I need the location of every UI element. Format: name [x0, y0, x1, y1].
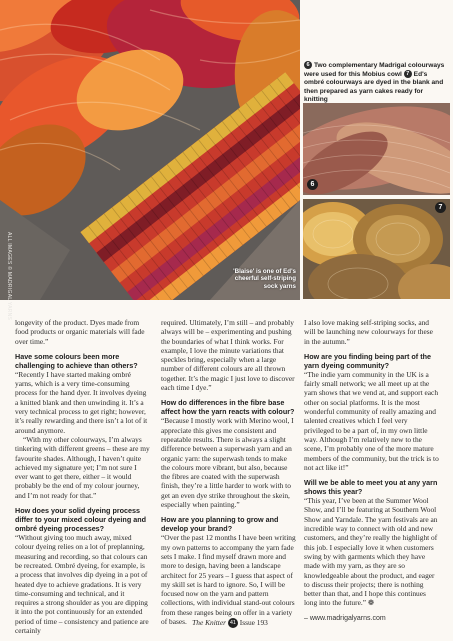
- photo-ombre-yarn-cakes: [303, 199, 450, 299]
- paragraph: required. Ultimately, I’m still – and probably always will be – experimenting and pushing the boundaries of what I think works. For example, I love the minute variations that speckles bring, especially when a large number of different colours are all thrown together. It’s the magic I just love to discover each time I dye.”: [161, 318, 295, 393]
- article-column-1: [15, 318, 150, 641]
- paragraph: “Because I mostly work with Merino wool, I appreciate this gives me consistent and repeatable results. There is always a slight difference between a superwash yarn and an organic yarn: the superwash tends to make the colours more vibrant, but also, because the fibres are coated with the superwash finish, they’re a little harder to work with to get an even dye strike throughout the skein, especially when painting.”: [161, 416, 294, 510]
- paragraph: “The indie yarn community in the UK is a fairly small network; we all meet up at the yarn shows that we vend at, and support each other on social platforms. It is the most wonderful community of really amazing and talented creatives which I feel very privileged to be a part of, in my own little way. Although I’m relatively new to the scene, I’m probably one of the more mature members of the community, but the trick is to not act like it!”: [304, 369, 439, 472]
- photo-number-badge-6: 6: [307, 179, 318, 190]
- interview-question: Have some colours been more challenging to achieve than others?: [15, 351, 138, 370]
- interview-question: How does your solid dyeing process differ to your mixed colour dyeing and ombré dyeing processes?: [15, 506, 146, 534]
- end-mark-icon: ❁: [367, 598, 375, 608]
- main-photo-yarn-skeins-and-knitting: [0, 0, 300, 300]
- interview-question: Will we be able to meet you at any yarn shows this year?: [304, 478, 438, 497]
- caption-number-badge-6: 6: [304, 61, 312, 69]
- caption-text-6: Two complementary Madrigal colourways were used for this Mobius cowl: [304, 61, 445, 78]
- paragraph: longevity of the product. Dyes made from food products or organic materials will fade over time.”: [15, 318, 145, 346]
- photo-credit: [4, 232, 14, 321]
- photo-mobius-cowl: [303, 103, 450, 195]
- paragraph: “Over the past 12 months I have been writing my own patterns to accompany the yarn fade sets I make. I find myself drawn more and more to design, having been a landscape architect for 25 years – I guess that aspect of my skill set is hard to ignore. So, I will be focused now on the yarn and pattern collections, with individual stand-out colours from these ranges being on offer in a variety of bases.: [161, 533, 296, 627]
- page-footer: [130, 618, 330, 628]
- paragraph: “Without giving too much away, mixed colour dyeing relies on a lot of preplanning, measuring and recording, so that colours can be recreated. Ombré dyeing, for example, is a process that involves dip dyeing in a pot of heated dye to achieve gradations. It is very time-consuming and technical, and it requires a strong shoulder as you are dipping it into the pot continuously for an extended period of time – consistency and patience are certainly: [15, 533, 149, 636]
- website-link[interactable]: – www.madrigalyarns.com: [304, 614, 386, 622]
- paragraph-text: “This year, I’ve been at the Summer Wool Show, and I’ll be featuring at Southern Wool Show and Yarndale. The yarn festivals are an incredible way to connect with old and new customers, and they’re really the highlight of this job. I especially love it when customers swing by with garments which they have made with my yarn, as they are so knowledgeable about the product, and eager to discuss their projects; there is nothing better than that, and I hope this continues long into the future.”: [304, 496, 438, 608]
- caption-text-7: Ed's ombré colourways are dyed in the blank and then prepared as yarn cakes ready for knitting: [304, 70, 444, 104]
- photo-credit-text: ALL IMAGES © MADRIGAL YARNS: [6, 232, 12, 321]
- article-column-2: [161, 318, 296, 632]
- side-photo-caption: [304, 61, 446, 105]
- article-column-3: [304, 318, 439, 629]
- paragraph: [304, 496, 439, 608]
- paragraph: “With my other colourways, I’m always tinkering with different greens – these are my favourite shades. Although, I haven’t quite achieved my signature yet; I’m not sure I ever want to get there, either – it would probably be the end of my colour journey, and I’m not ready for that.”: [15, 434, 150, 500]
- caption-number-badge-7: 7: [404, 70, 412, 78]
- paragraph: I also love making self-striping socks, and will be launching new colourways for these in the autumn.”: [304, 318, 433, 346]
- photo-number-badge-7: 7: [435, 202, 446, 213]
- interview-question: How are you planning to grow and develop your brand?: [161, 515, 279, 534]
- paragraph: “Recently I have started making ombré yarns, which is a very time-consuming process for the hand dyer. It involves dyeing a knitted blank and then unwinding it. It’s a very technical process to get right; however, it’s really rewarding and there isn’t a lot of it around anymore.: [15, 369, 148, 435]
- interview-question: How do differences in the fibre base affect how the yarn reacts with colour?: [161, 398, 295, 417]
- page-number: 41: [229, 620, 236, 627]
- main-photo-caption: 'Blaise' is one of Ed's cheerful self-striping sock yarns: [233, 268, 296, 290]
- magazine-name: The Knitter: [192, 618, 227, 627]
- issue-number: Issue 193: [239, 618, 268, 627]
- interview-question: How are you finding being part of the yarn dyeing community?: [304, 351, 431, 370]
